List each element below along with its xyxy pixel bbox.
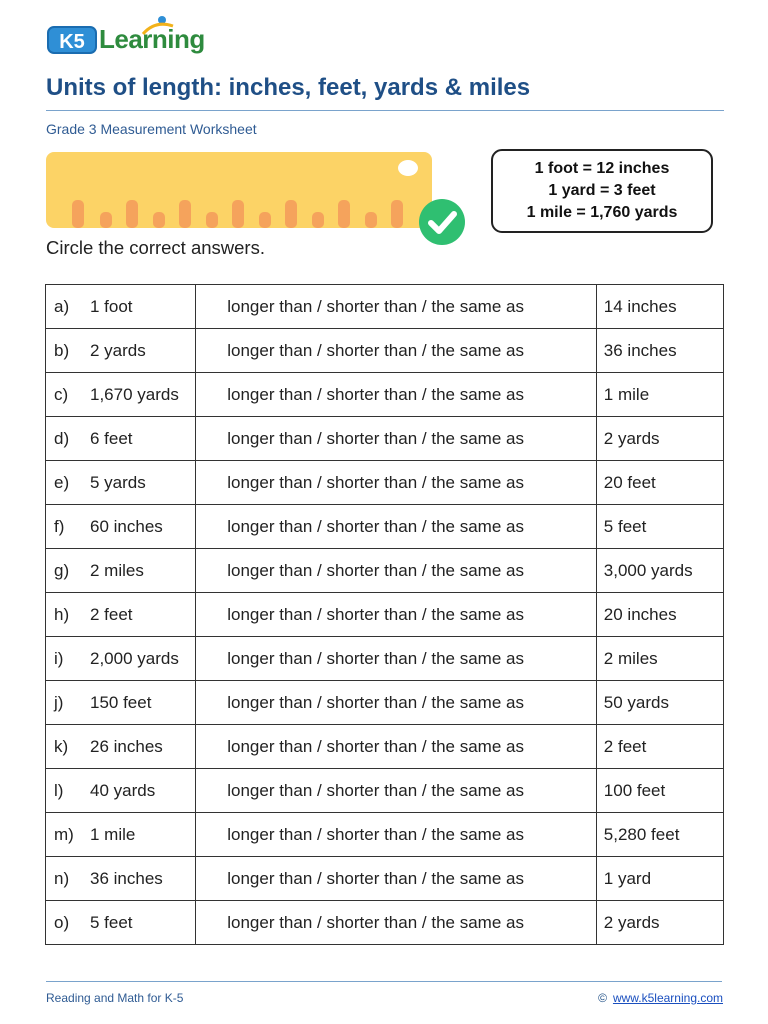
header-divider (46, 110, 724, 111)
question-letter: o) (54, 912, 70, 932)
worksheet-subtitle: Grade 3 Measurement Worksheet (46, 121, 257, 137)
question-row (46, 417, 724, 461)
answer-choices[interactable]: longer than / shorter than / the same as (196, 813, 597, 857)
compare-value: 100 feet (596, 769, 723, 813)
logo-figure-icon (137, 14, 177, 40)
question-row (46, 549, 724, 593)
question-quantity (46, 813, 196, 857)
question-letter: h) (54, 604, 70, 624)
quantity-value: 1 mile (90, 824, 136, 844)
question-letter: m) (54, 824, 74, 844)
question-letter: a) (54, 296, 70, 316)
compare-value: 1 yard (596, 857, 723, 901)
question-letter: f) (54, 516, 65, 536)
compare-value: 5,280 feet (596, 813, 723, 857)
answer-choices[interactable]: longer than / shorter than / the same as (196, 769, 597, 813)
footer-divider (46, 981, 722, 982)
quantity-value: 150 feet (90, 692, 152, 712)
question-letter: j) (54, 692, 64, 712)
question-letter: l) (54, 780, 64, 800)
compare-value: 3,000 yards (596, 549, 723, 593)
question-row (46, 593, 724, 637)
question-row (46, 461, 724, 505)
answer-choices[interactable]: longer than / shorter than / the same as (196, 329, 597, 373)
copyright-symbol: © (598, 991, 607, 1005)
question-quantity (46, 769, 196, 813)
logo-k5-badge: K5 (47, 26, 97, 54)
question-quantity (46, 549, 196, 593)
answer-choices[interactable]: longer than / shorter than / the same as (196, 285, 597, 329)
compare-value: 36 inches (596, 329, 723, 373)
compare-value: 20 feet (596, 461, 723, 505)
question-quantity (46, 373, 196, 417)
question-row (46, 813, 724, 857)
question-letter: i) (54, 648, 64, 668)
question-row (46, 725, 724, 769)
question-row (46, 681, 724, 725)
conversion-foot: 1 foot = 12 inches (534, 160, 670, 177)
compare-value: 2 miles (596, 637, 723, 681)
quantity-value: 36 inches (90, 868, 163, 888)
question-quantity (46, 857, 196, 901)
answer-choices[interactable]: longer than / shorter than / the same as (196, 725, 597, 769)
answer-choices[interactable]: longer than / shorter than / the same as (196, 637, 597, 681)
quantity-value: 40 yards (90, 780, 156, 800)
question-row (46, 329, 724, 373)
worksheet-title: Units of length: inches, feet, yards & miles (46, 74, 531, 101)
question-row (46, 285, 724, 329)
conversion-box (491, 149, 713, 233)
question-letter: e) (54, 472, 70, 492)
answer-choices[interactable]: longer than / shorter than / the same as (196, 373, 597, 417)
k5-learning-logo (47, 14, 212, 58)
compare-value: 5 feet (596, 505, 723, 549)
quantity-value: 5 yards (90, 472, 146, 492)
quantity-value: 1,670 yards (90, 384, 179, 404)
question-row (46, 373, 724, 417)
answer-choices[interactable]: longer than / shorter than / the same as (196, 417, 597, 461)
answer-choices[interactable]: longer than / shorter than / the same as (196, 549, 597, 593)
quantity-value: 2 feet (90, 604, 133, 624)
question-quantity (46, 285, 196, 329)
question-quantity (46, 417, 196, 461)
quantity-value: 2 miles (90, 560, 144, 580)
question-quantity (46, 901, 196, 945)
compare-value: 2 yards (596, 417, 723, 461)
instructions: Circle the correct answers. (46, 237, 265, 258)
question-quantity (46, 593, 196, 637)
quantity-value: 2,000 yards (90, 648, 179, 668)
quantity-value: 6 feet (90, 428, 133, 448)
footer-link[interactable]: www.k5learning.com (612, 991, 723, 1005)
question-quantity (46, 681, 196, 725)
quantity-value: 1 foot (90, 296, 133, 316)
footer-copyright (598, 991, 723, 1005)
compare-value: 1 mile (596, 373, 723, 417)
answer-choices[interactable]: longer than / shorter than / the same as (196, 857, 597, 901)
conversion-mile: 1 mile = 1,760 yards (526, 204, 678, 221)
checkmark-badge-icon (418, 198, 466, 246)
answer-choices[interactable]: longer than / shorter than / the same as (196, 901, 597, 945)
ruler-icon (44, 150, 436, 232)
quantity-value: 60 inches (90, 516, 163, 536)
question-row (46, 769, 724, 813)
question-letter: n) (54, 868, 70, 888)
questions-table (45, 284, 724, 945)
footer-tagline: Reading and Math for K-5 (46, 991, 184, 1005)
logo-wordmark: Learning (99, 24, 205, 54)
answer-choices[interactable]: longer than / shorter than / the same as (196, 681, 597, 725)
question-quantity (46, 637, 196, 681)
compare-value: 20 inches (596, 593, 723, 637)
question-quantity (46, 461, 196, 505)
question-letter: b) (54, 340, 70, 360)
answer-choices[interactable]: longer than / shorter than / the same as (196, 505, 597, 549)
question-quantity (46, 329, 196, 373)
question-letter: g) (54, 560, 70, 580)
compare-value: 14 inches (596, 285, 723, 329)
question-row (46, 857, 724, 901)
question-quantity (46, 725, 196, 769)
answer-choices[interactable]: longer than / shorter than / the same as (196, 593, 597, 637)
compare-value: 50 yards (596, 681, 723, 725)
question-row (46, 505, 724, 549)
question-letter: c) (54, 384, 69, 404)
question-row (46, 637, 724, 681)
quantity-value: 26 inches (90, 736, 163, 756)
compare-value: 2 yards (596, 901, 723, 945)
compare-value: 2 feet (596, 725, 723, 769)
question-letter: d) (54, 428, 70, 448)
question-row (46, 901, 724, 945)
quantity-value: 2 yards (90, 340, 146, 360)
question-quantity (46, 505, 196, 549)
question-letter: k) (54, 736, 69, 756)
quantity-value: 5 feet (90, 912, 133, 932)
conversion-yard: 1 yard = 3 feet (548, 182, 656, 199)
answer-choices[interactable]: longer than / shorter than / the same as (196, 461, 597, 505)
